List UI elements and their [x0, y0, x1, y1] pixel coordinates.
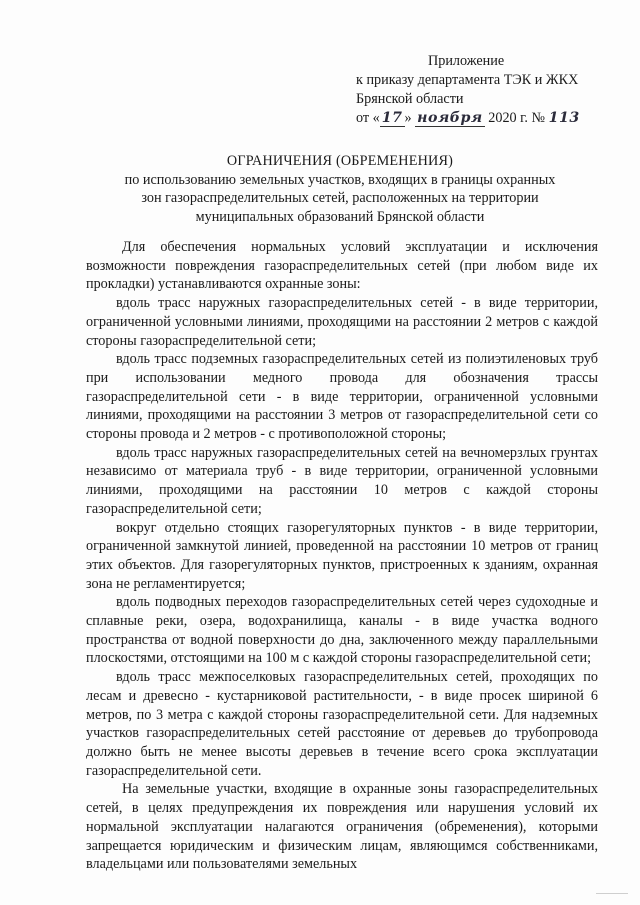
- appendix-region: Брянской области: [356, 91, 464, 107]
- date-year: 2020 г. №: [484, 110, 549, 126]
- appendix-date-line: [356, 109, 626, 128]
- paragraph-zone-outdoor: вдоль трасс наружных газораспределительных сетей - в виде территории, ограниченной условными линиями, проходящими на расстоянии 2 метров с каждой стороны газораспределительной сети;: [86, 295, 598, 349]
- paragraph-restrictions: На земельные участки, входящие в охранные зоны газораспределительных сетей, в целях предупреждения их повреждения или нарушения условий их нормальной эксплуатации налагаются ограничения (обременения), которыми запрещается юридическим и физическим лицам, являющимся собственниками, владельцами или пользователями земельных: [86, 781, 598, 873]
- appendix-order-ref: к приказу департамента ТЭК и ЖКХ: [356, 72, 579, 88]
- paragraph-intro: Для обеспечения нормальных условий эксплуатации и исключения возможности повреждения газораспределительных сетей (при любом виде их прокладки) устанавливаются охранные зоны:: [86, 239, 598, 293]
- scan-edge-mark: [596, 893, 628, 900]
- paragraph-zone-permafrost: вдоль трасс наружных газораспределительных сетей на вечномерзлых грунтах независимо от материала труб - в виде территории, ограниченной условными линиями, проходящими на расстоянии 10 метров с каждой стороны газораспределительной сети;: [86, 444, 598, 517]
- date-day-handwritten: 17: [381, 110, 403, 126]
- appendix-label: Приложение: [428, 53, 505, 69]
- title-line-3: зон газораспределительных сетей, расположенных на территории: [141, 190, 539, 207]
- appendix-header: [356, 52, 626, 128]
- paragraph-zone-forest: вдоль трасс межпоселковых газораспределительных сетей, проходящих по лесам и древесно - кустарниковой растительности, - в виде просек шириной 6 метров, по 3 метра с каждой стороны газораспределительной сети. Для надземных участков газораспределительных сетей расстояние от деревьев до трубопровода должно быть не менее высоты деревьев в течение всего срока эксплуатации газораспределительной сети.: [86, 669, 598, 779]
- paragraph-zone-underground: вдоль трасс подземных газораспределительных сетей из полиэтиленовых труб при использовании медного провода для обозначения трассы газораспределительной сети - в виде территории, ограниченной условными линиями, проходящими на расстоянии 3 метров от газораспределительной сети со стороны провода и 2 метров - с противоположной стороны;: [86, 351, 598, 443]
- title-heading: ОГРАНИЧЕНИЯ (ОБРЕМЕНЕНИЯ): [226, 153, 454, 169]
- document-body: [86, 238, 598, 874]
- date-mid: »: [404, 110, 416, 126]
- title-line-2: по использованию земельных участков, входящих в границы охранных: [124, 171, 556, 188]
- document-title: [110, 152, 570, 226]
- order-number-handwritten: 113: [548, 110, 580, 126]
- title-line-4: муниципальных образований Брянской области: [195, 208, 485, 225]
- paragraph-zone-underwater: вдоль подводных переходов газораспределительных сетей через судоходные и сплавные реки, озера, водохранилища, каналы - в виде участка водного пространства от водной поверхности до дна, заключенного между параллельными плоскостями, отстоящими на 100 м с каждой стороны газораспределительной сети;: [86, 594, 598, 667]
- date-month-handwritten: ноября: [417, 110, 483, 126]
- date-prefix: от «: [356, 110, 380, 126]
- paragraph-zone-regulator: вокруг отдельно стоящих газорегуляторных пунктов - в виде территории, ограниченной замкнутой линией, проведенной на расстоянии 10 метров от границ этих объектов. Для газорегуляторных пунктов, пристроенных к зданиям, охранная зона не регламентируется;: [86, 519, 598, 592]
